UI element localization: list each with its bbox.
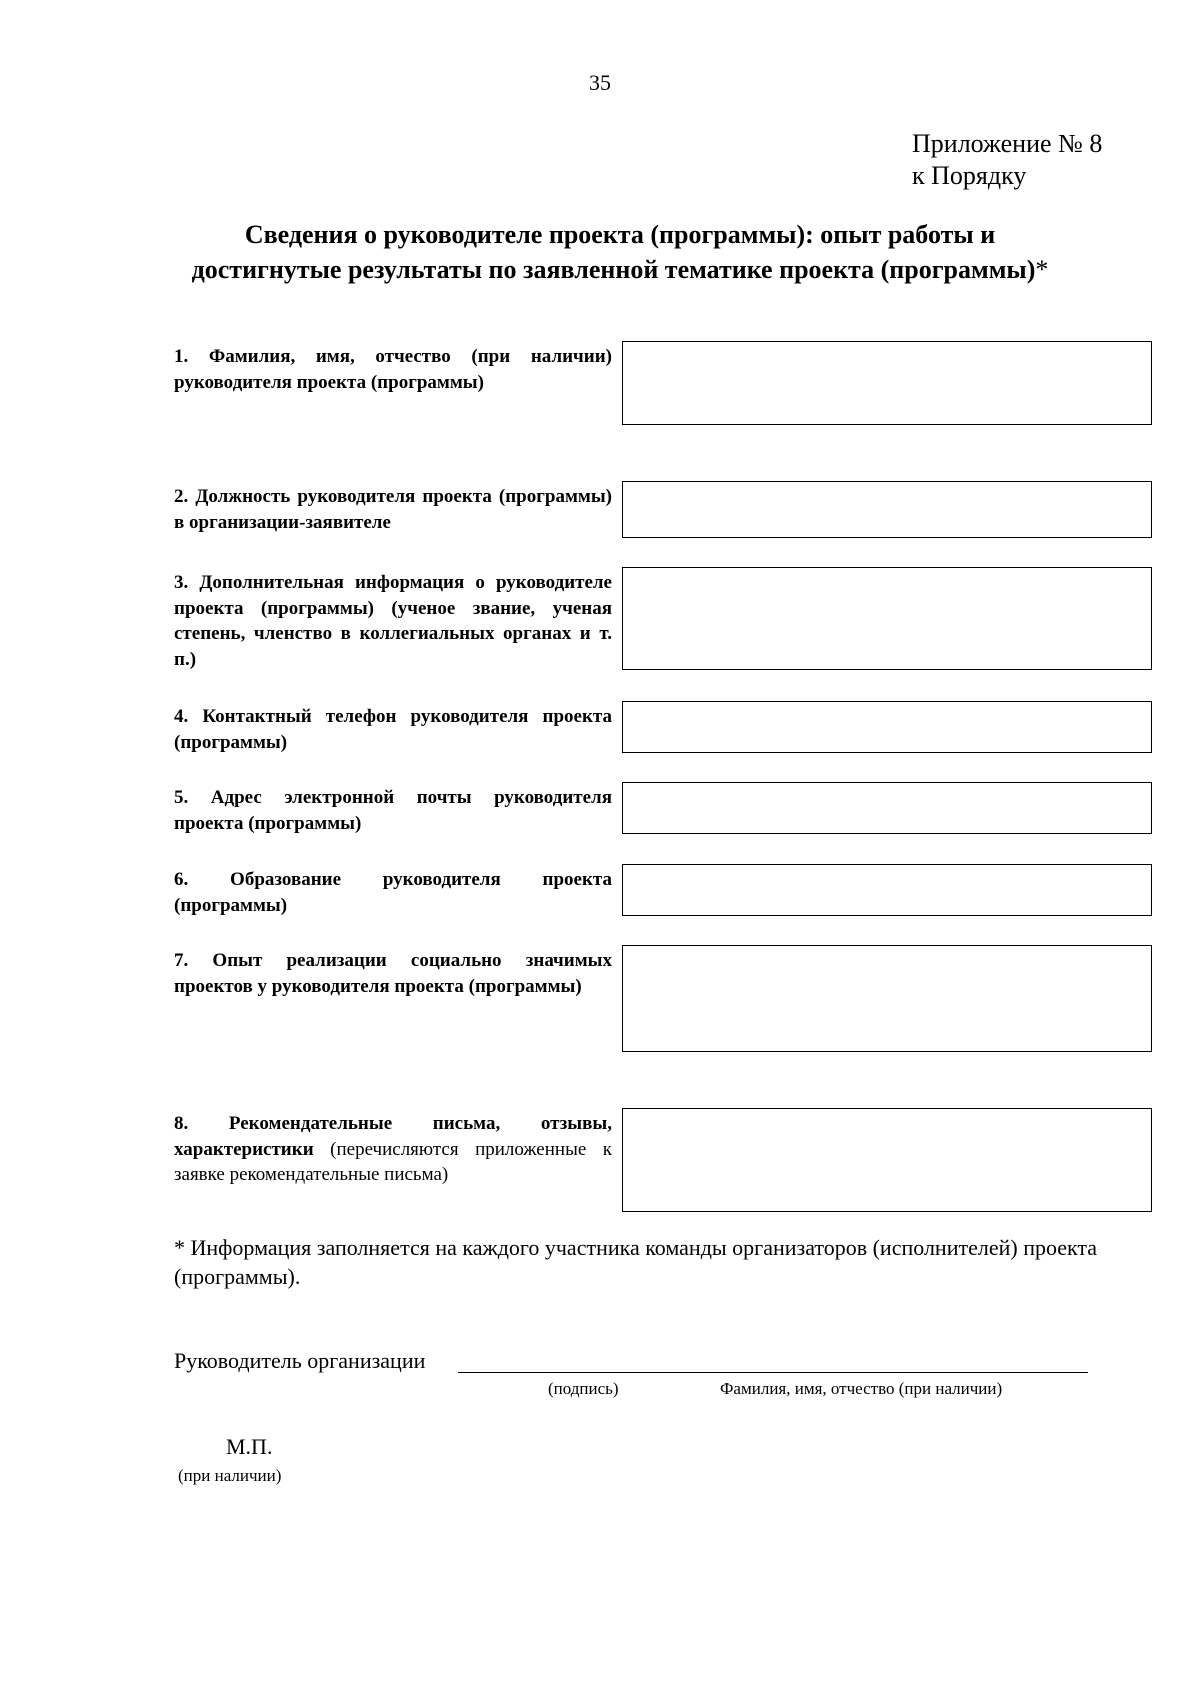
- field-label-recommendations: [174, 1111, 612, 1188]
- field-input-phone[interactable]: [622, 701, 1152, 753]
- field-input-experience[interactable]: [622, 945, 1152, 1052]
- field-input-recommendations[interactable]: [622, 1108, 1152, 1212]
- field-label-experience: 7. Опыт реализации социально значимых проектов у руководителя проекта (программы): [174, 950, 612, 997]
- signature-caption: (подпись): [548, 1379, 619, 1398]
- field-label-recommendations-note: (перечисляются приложенные к заявке рекомендательные письма): [174, 1138, 612, 1186]
- field-label-recommendations-title: 8. Рекомендательные письма, отзывы, характеристики: [174, 1113, 612, 1160]
- field-label-phone: 4. Контактный телефон руководителя проекта (программы): [174, 706, 612, 753]
- title-footnote-mark: *: [1035, 255, 1049, 284]
- name-caption: Фамилия, имя, отчество (при наличии): [720, 1379, 1003, 1398]
- signature-line[interactable]: [458, 1372, 1088, 1373]
- field-input-additional-info[interactable]: [622, 567, 1152, 670]
- appendix-reference: [912, 128, 1102, 192]
- field-label-education: 6. Образование руководителя проекта (программы): [174, 869, 612, 916]
- field-label-full-name: 1. Фамилия, имя, отчество (при наличии) руководителя проекта (программы): [174, 346, 612, 393]
- appendix-target: к Порядку: [912, 161, 1027, 190]
- title-line-1: Сведения о руководителе проекта (программы): опыт работы и: [244, 220, 996, 249]
- stamp-note: (при наличии): [178, 1466, 282, 1485]
- field-label-position: 2. Должность руководителя проекта (программы) в организации-заявителе: [174, 486, 612, 533]
- stamp-label: М.П.: [226, 1434, 273, 1459]
- document-title: [150, 217, 1090, 287]
- appendix-number: Приложение № 8: [912, 129, 1103, 158]
- signature-label: Руководитель организации: [174, 1348, 426, 1373]
- title-line-2: достигнутые результаты по заявленной тематике проекта (программы): [191, 255, 1036, 284]
- field-input-email[interactable]: [622, 782, 1152, 834]
- footnote: * Информация заполняется на каждого участника команды организаторов (исполнителей) проекта (программы).: [174, 1235, 1098, 1289]
- field-input-full-name[interactable]: [622, 341, 1152, 425]
- field-label-additional-info: 3. Дополнительная информация о руководителе проекта (программы) (ученое звание, ученая степень, членство в коллегиальных органах и т. п.): [174, 572, 612, 670]
- field-input-position[interactable]: [622, 481, 1152, 538]
- page-number: 35: [589, 70, 611, 95]
- field-label-email: 5. Адрес электронной почты руководителя проекта (программы): [174, 787, 612, 834]
- field-input-education[interactable]: [622, 864, 1152, 916]
